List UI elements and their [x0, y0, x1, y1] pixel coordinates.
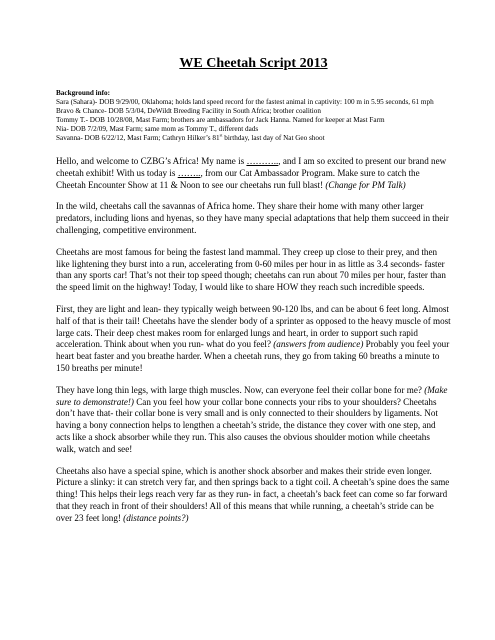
paragraph-intro: Hello, and welcome to CZBG’s Africa! My name is ……….., and I am so excited to present our brand new cheetah exhibit! With us today is …….., from our Cat Ambassador Program. Make sure to catch the Cheetah Encounter Show at 11 & Noon to see our cheetahs run full blast! (Change for PM Talk): [56, 156, 447, 190]
paragraph-light-lean: First, they are light and lean- they typically weigh between 90-120 lbs, and can be about 6 feet long. Almost half of that is their tail! Cheetahs have the slender body of a sprinter as opposed to the heavy muscle of most large cats. Their deep chest makes room for enlarged lungs and heart, in order to support such rapid acceleration. Think about when you run- what do you feel? (answers from audience) Probably you feel your heart beat faster and you breathe harder. When a cheetah runs, they go from taking 60 breaths a minute to 150 breaths per minute!: [56, 303, 451, 373]
background-line-bravo-chance: Bravo & Chance- DOB 5/3/04, DeWildt Breeding Facility in South Africa; brother coalition: [56, 107, 321, 115]
background-line-savanna: Savanna- DOB 6/22/12, Mast Farm; Cathryn Hilker’s 81st birthday, last day of Nat Geo shoot: [56, 132, 325, 142]
document-title: WE Cheetah Script 2013: [179, 56, 328, 71]
name-blank: ………..: [246, 156, 279, 166]
background-line-tommy: Tommy T.- DOB 10/28/08, Mast Farm; brothers are ambassadors for Jack Hanna. Named for keeper at Mast Farm: [56, 116, 385, 124]
stage-note: (distance points?): [123, 512, 189, 523]
paragraph-fastest: Cheetahs are most famous for being the fastest land mammal. They creep up close to their prey, and then like lightening they burst into a run, accelerating from 0-60 miles per hour in as little as 3.4 seconds- faster than any sports car! That’s not their top speed though; cheetahs can run about 70 miles per hour, faster than the speed limit on the highway! Today, I would like to share HOW they reach such incredible speeds.: [56, 246, 446, 293]
paragraph-spine: Cheetahs also have a special spine, which is another shock absorber and makes their stride even longer. Picture a slinky: it can stretch very far, and then springs back to a tight coil. A cheetah’s spine does the same thing! This helps their legs reach very far as they run- in fact, a cheetah’s back feet can come so far forward that they reach in front of their shoulders! All of this means that while running, a cheetah’s stride can be over 23 feet long! (distance points?): [56, 465, 450, 523]
background-line-nia: Nia- DOB 7/2/09, Mast Farm; same mom as Tommy T., different dads: [56, 125, 259, 133]
stage-note: (answers from audience): [273, 339, 364, 350]
background-info-list: [56, 98, 451, 143]
paragraph-savannas: In the wild, cheetahs call the savannas of Africa home. They share their home with many other larger predators, including lions and hyenas, so they have many special adaptations that help them succeed in their challenging, competitive environment.: [56, 201, 449, 235]
guest-name-blank: ……..: [177, 167, 201, 178]
background-heading: Background info:: [56, 89, 110, 97]
background-line-sara: Sara (Sahara)- DOB 9/29/00, Oklahoma; holds land speed record for the fastest animal in captivity: 100 m in 5.95 seconds, 61 mph: [56, 98, 434, 106]
stage-note: (Make sure to demonstrate!): [56, 384, 448, 407]
stage-note: (Change for PM Talk): [325, 179, 406, 190]
paragraph-legs: They have long thin legs, with large thigh muscles. Now, can everyone feel their collar bone for me? (Make sure to demonstrate!) Can you feel how your collar bone connects your ribs to your shoulders? Cheetahs don’t have that- their collar bone is very small and is only connected to their shoulders by ligaments. Not having a bony connection helps to lengthen a cheetah’s stride, the distance they cover with one step, and acts like a shock absorber while they run. This also causes the obvious shoulder motion while cheetahs walk, watch and see!: [56, 384, 448, 454]
